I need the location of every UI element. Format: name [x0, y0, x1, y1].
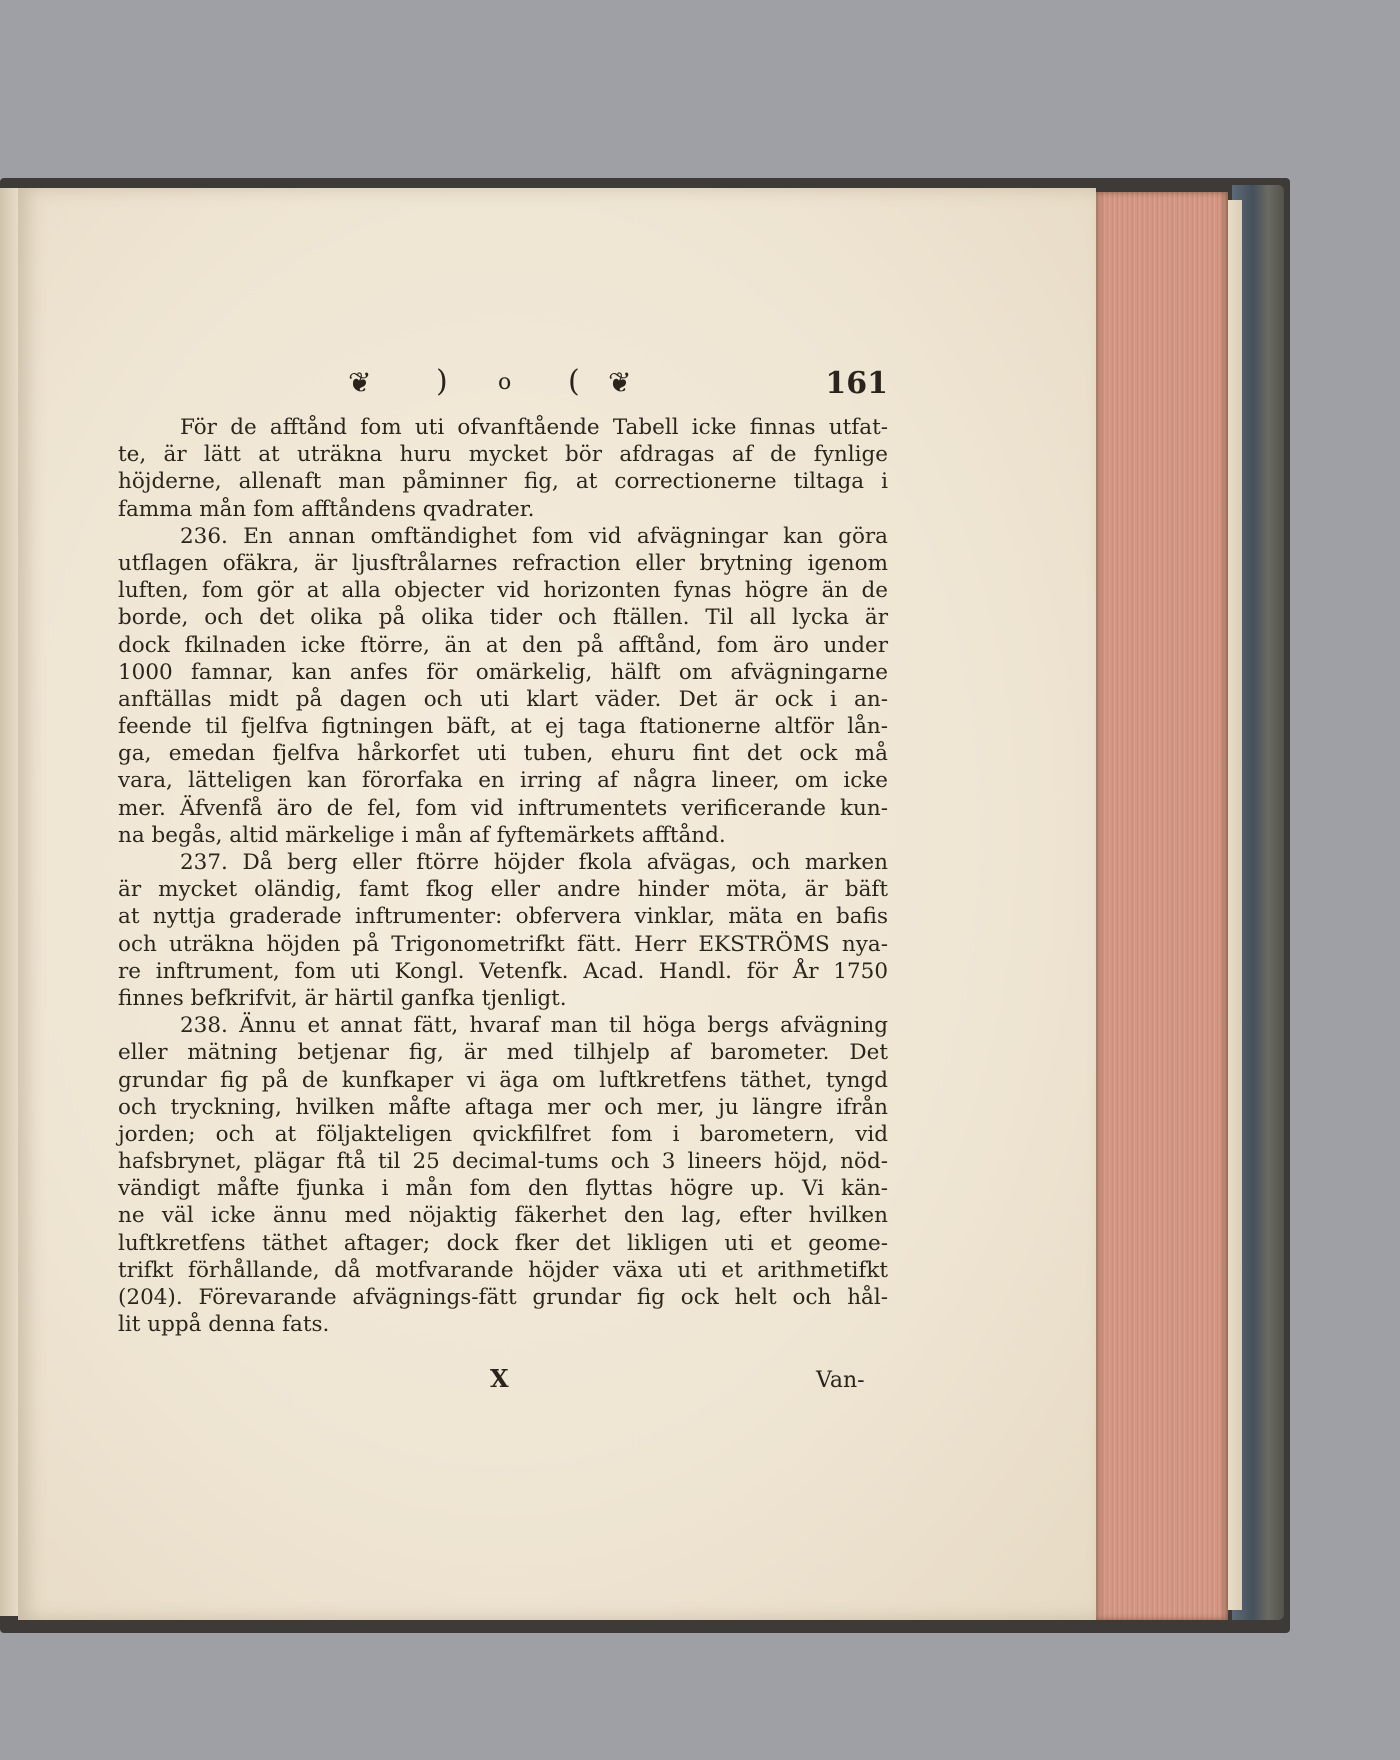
page-block-fore-edge — [1096, 192, 1228, 1620]
text-line: vändigt måfte fjunka i mån fom den flyttas högre up. Vi kän- — [118, 1176, 888, 1202]
text-line: luften, fom gör at alla objecter vid horizonten fynas högre än de — [118, 578, 888, 604]
header-paren-left: ( — [568, 364, 580, 399]
left-page-edge — [0, 188, 20, 1616]
text-line: eller mätning betjenar fig, är med tilhjelp af barometer. Det — [118, 1040, 888, 1066]
text-line: är mycket oländig, famt fkog eller andre hinder möta, är bäft — [118, 877, 888, 903]
text-line: lit uppå denna fats. — [118, 1312, 330, 1338]
text-line: na begås, altid märkelige i mån af fyftemärkets afftånd. — [118, 822, 726, 848]
text-line: 236. En annan omftändighet fom vid afvägningar kan göra — [180, 523, 888, 549]
text-line: ga, emedan fjelfva hårkorfet uti tuben, ehuru fint det ock må — [118, 741, 888, 767]
text-line: jorden; och at följakteligen qvickfilfret fom i barometern, vid — [118, 1121, 888, 1147]
text-line: och tryckning, hvilken måfte aftaga mer och mer, ju längre ifrån — [118, 1094, 888, 1120]
text-line: hafsbrynet, plägar ftå til 25 decimal-tums och 3 lineers höjd, nöd- — [118, 1149, 888, 1175]
text-line: trifkt förhållande, då motfvarande höjder växa uti et arithmetifkt — [118, 1257, 888, 1283]
endpaper-edge — [1228, 200, 1242, 1610]
text-line: och uträkna höjden på Trigonometrifkt fätt. Herr EKSTRÖMS nya- — [118, 931, 888, 957]
text-line: luftkretfens täthet aftager; dock fker det likligen uti et geome- — [118, 1230, 888, 1256]
running-header — [118, 364, 888, 404]
text-line: utflagen ofäkra, är ljusftrålarnes refraction eller brytning igenom — [118, 550, 888, 576]
text-line: 237. Då berg eller ftörre höjder fkola afvägas, och marken — [180, 850, 888, 875]
signature-mark: X — [490, 1364, 509, 1393]
text-line: anftällas midt på dagen och uti klart väder. Det är ock i an- — [118, 686, 888, 712]
text-line: För de afftånd fom uti ofvanftående Tabell icke finnas utfat- — [180, 415, 888, 440]
text-line: finnes befkrifvit, är härtil ganfka tjenligt. — [118, 985, 567, 1011]
text-line: feende til fjelfva figtningen bäft, at ej taga ftationerne altför lån- — [118, 714, 888, 740]
page-number: 161 — [825, 366, 888, 401]
text-line: borde, och det olika på olika tider och ftällen. Til all lycka är — [118, 605, 888, 631]
ornament-left-icon: ❦ — [348, 366, 370, 399]
text-line: höjderne, allenaft man påminner fig, at correctionerne tiltaga i — [118, 469, 888, 495]
text-line: vara, lätteligen kan förorfaka en irring af några lineer, om icke — [118, 768, 888, 794]
text-line: (204). Förevarande afvägnings-fätt grundar fig ock helt och hål- — [118, 1285, 888, 1310]
ornament-right-icon: ❦ — [608, 366, 630, 399]
header-paren-right: ) — [436, 364, 448, 399]
text-line: re inftrument, fom uti Kongl. Vetenfk. Acad. Handl. för År 1750 — [118, 958, 888, 984]
text-line: 1000 famnar, kan anfes för omärkelig, hälft om afvägningarne — [118, 659, 888, 685]
text-line: mer. Äfvenfå äro de fel, fom vid inftrumentets verificerande kun- — [118, 795, 888, 821]
text-line: te, är lätt at uträkna huru mycket bör afdragas af de fynlige — [118, 442, 888, 468]
text-line: dock fkilnaden icke ftörre, än at den på afftånd, fom äro under — [118, 632, 888, 658]
body-text — [118, 414, 888, 1338]
catchword: Van- — [816, 1368, 865, 1393]
text-line: ne väl icke ännu med nöjaktig fäkerhet den lag, efter hvilken — [118, 1203, 888, 1229]
header-center-mark: o — [498, 370, 512, 395]
text-line: 238. Ännu et annat fätt, hvaraf man til höga bergs afvägning — [180, 1013, 888, 1039]
text-line: grundar fig på de kunfkaper vi äga om luftkretfens täthet, tyngd — [118, 1067, 888, 1093]
text-line: at nyttja graderade inftrumenter: obfervera vinklar, mäta en bafis — [118, 904, 888, 930]
text-line: famma mån fom afftåndens qvadrater. — [118, 496, 535, 522]
